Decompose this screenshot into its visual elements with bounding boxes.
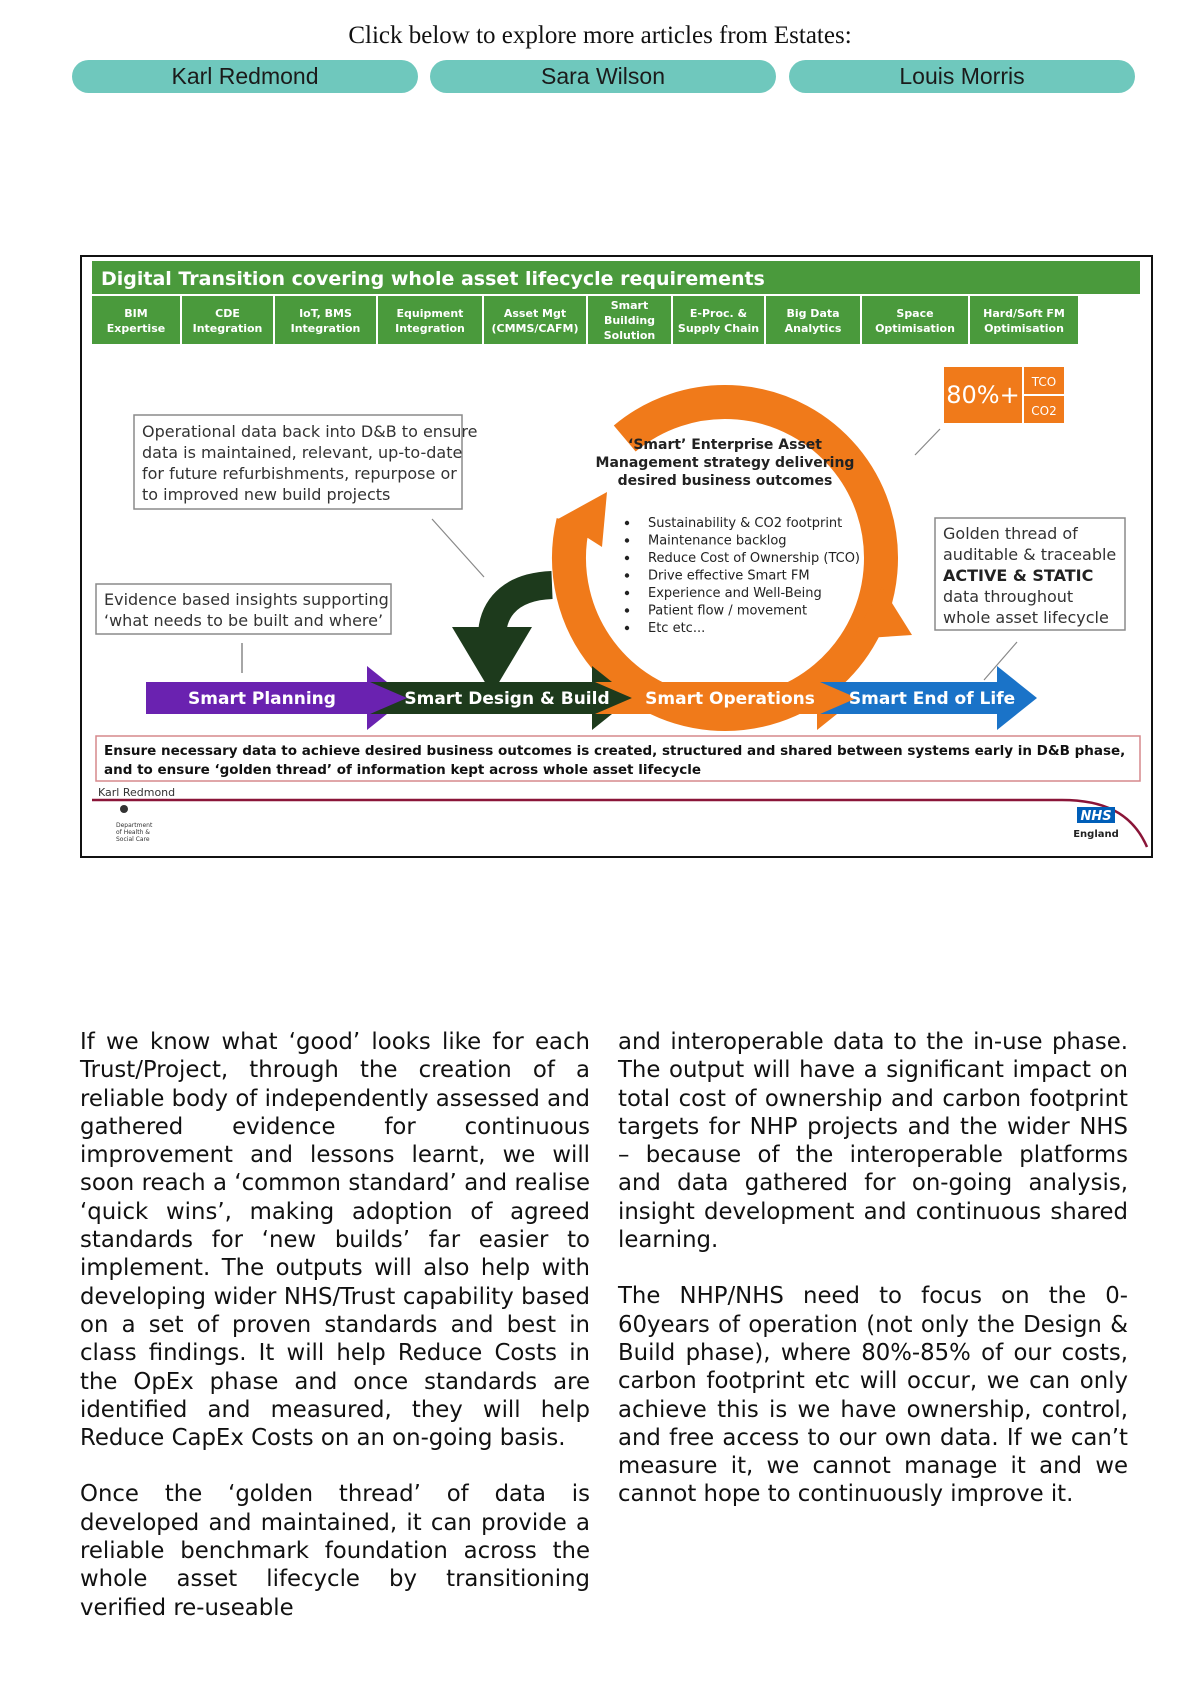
phase-label-planning: Smart Planning [188,689,336,709]
category-label: E-Proc. & [689,307,748,320]
category-cell [766,296,860,344]
bullet-item: Sustainability & CO2 footprint [648,516,843,531]
category-label: Expertise [106,322,166,335]
category-label: Equipment [396,307,464,320]
category-label: Space [896,307,934,320]
golden-line-5: whole asset lifecycle [943,608,1109,627]
golden-line-2: auditable & traceable [943,545,1117,564]
dept-health-logo [116,805,153,843]
author-link-karl-redmond[interactable]: Karl Redmond [72,60,418,93]
category-label: BIM [124,307,148,320]
tco-badge-label: TCO [1031,375,1057,389]
svg-text:Social Care: Social Care [116,836,150,843]
category-label: Smart [610,299,649,312]
operational-line-1: Operational data back into D&B to ensure [142,422,478,441]
category-cell [673,296,764,344]
category-label: CDE [215,307,240,320]
svg-text:Department: Department [116,822,153,829]
category-label: Analytics [784,322,842,335]
category-cell [484,296,586,344]
golden-line-3: ACTIVE & STATIC [943,566,1094,585]
category-label: Supply Chain [677,322,760,335]
category-cell [92,296,180,344]
bullet-dot [625,608,629,612]
category-label: Optimisation [875,322,955,335]
nhs-logo-text: NHS [1080,809,1112,824]
operational-line-3: for future refurbishments, repurpose or [142,464,457,483]
bullet-item: Drive effective Smart FM [648,568,810,584]
svg-text:of Health &: of Health & [116,829,150,836]
category-label: Building [603,314,656,327]
operational-line-2: data is maintained, relevant, up-to-date [142,443,463,462]
banner-line-1: Ensure necessary data to achieve desired business outcomes is created, structured and shared between systems early in D&B phase, [104,743,1126,759]
bullet-dot [625,538,629,542]
category-label: Optimisation [984,322,1064,335]
bullet-dot [625,556,629,560]
phase-label-operations: Smart Operations [645,689,815,709]
category-label: Integration [192,322,263,335]
category-label: IoT, BMS [299,307,352,320]
article-column-right [618,1028,1128,1537]
percent-badge-value: 80%+ [946,381,1020,409]
category-cell [378,296,482,344]
category-label: (CMMS/CAFM) [491,322,579,335]
category-cell [862,296,968,344]
nhs-region: England [1073,829,1119,840]
co2-badge-label: CO2 [1031,404,1057,418]
category-cell [275,296,376,344]
category-label: Integration [290,322,361,335]
category-cell [970,296,1078,344]
center-title-line-3: desired business outcomes [617,473,833,489]
evidence-line-1: Evidence based insights supporting [104,590,389,609]
bullet-dot [625,591,629,595]
bullet-item: Experience and Well-Being [648,586,822,601]
phase-label-design-build: Smart Design & Build [404,689,610,709]
figure-title: Digital Transition covering whole asset lifecycle requirements [101,268,765,290]
golden-line-4: data throughout [943,587,1074,606]
bullet-dot [625,521,629,525]
category-cell [182,296,273,344]
banner-line-2: and to ensure ‘golden thread’ of information kept across whole asset lifecycle [104,762,702,778]
article-paragraph: If we know what ‘good’ looks like for each Trust/Project, through the creation of a reliable body of independently assessed and gathered evidence for continuous improvement and lessons learnt, we will soon reach a ‘common standard’ and realise ‘quick wins’, making adoption of agreed standards for ‘new builds’ far easier to implement. The outputs will also help with developing wider NHS/Trust capability based on a set of proven standards and best in class findings. It will help Reduce Costs in the OpEx phase and once standards are identified and measured, they will help Reduce CapEx Costs on an on-going basis. [80,1029,590,1452]
explore-heading: Click below to explore more articles from Estates: [348,22,852,49]
category-label: Solution [603,329,656,342]
operational-line-4: to improved new build projects [142,485,391,504]
article-paragraph: and interoperable data to the in-use phase. The output will have a significant impact on total cost of ownership and carbon footprint targets for NHP projects and the wider NHS – because of the interoperable platforms and data gathered for on-going analysis, insight development and continuous shared learning. [618,1029,1128,1254]
bullet-dot [625,626,629,630]
center-title-line-2: Management strategy delivering [595,455,855,471]
article-paragraph: Once the ‘golden thread’ of data is developed and maintained, it can provide a reliable benchmark foundation across the whole asset lifecycle by transitioning verified re-useable [80,1481,590,1621]
category-row [92,296,1078,344]
bullet-item: Etc etc... [648,621,706,636]
category-label: Asset Mgt [503,307,567,320]
author-link-sara-wilson[interactable]: Sara Wilson [430,60,776,93]
category-label: Integration [395,322,465,335]
bullet-item: Maintenance backlog [648,533,787,549]
category-label: Big Data [786,307,840,320]
center-title-line-1: ‘Smart’ Enterprise Asset [628,437,822,453]
bullet-item: Reduce Cost of Ownership (TCO) [648,551,860,566]
lifecycle-figure [80,255,1153,858]
outcome-bullet-list [625,516,860,636]
author-link-louis-morris[interactable]: Louis Morris [789,60,1135,93]
operational-connector [432,519,484,577]
bullet-dot [625,573,629,577]
figure-credit: Karl Redmond [98,786,176,799]
bullet-item: Patient flow / movement [648,603,808,619]
footer-swoosh [92,800,1147,847]
article-column-left [80,1028,590,1650]
badge-connector [915,429,940,455]
golden-line-1: Golden thread of [943,524,1078,543]
category-label: Hard/Soft FM [983,307,1065,320]
evidence-line-2: ‘what needs to be built and where’ [104,611,384,630]
phase-label-end-of-life: Smart End of Life [848,689,1016,709]
article-paragraph: The NHP/NHS need to focus on the 0-60years of operation (not only the Design & Build phase), where 80%-85% of our costs, carbon footprint etc will occur, we can only achieve this is we have ownership, control, and free access to our own data. If we can’t measure it, we cannot manage it and we cannot hope to continuously improve it. [618,1283,1128,1508]
